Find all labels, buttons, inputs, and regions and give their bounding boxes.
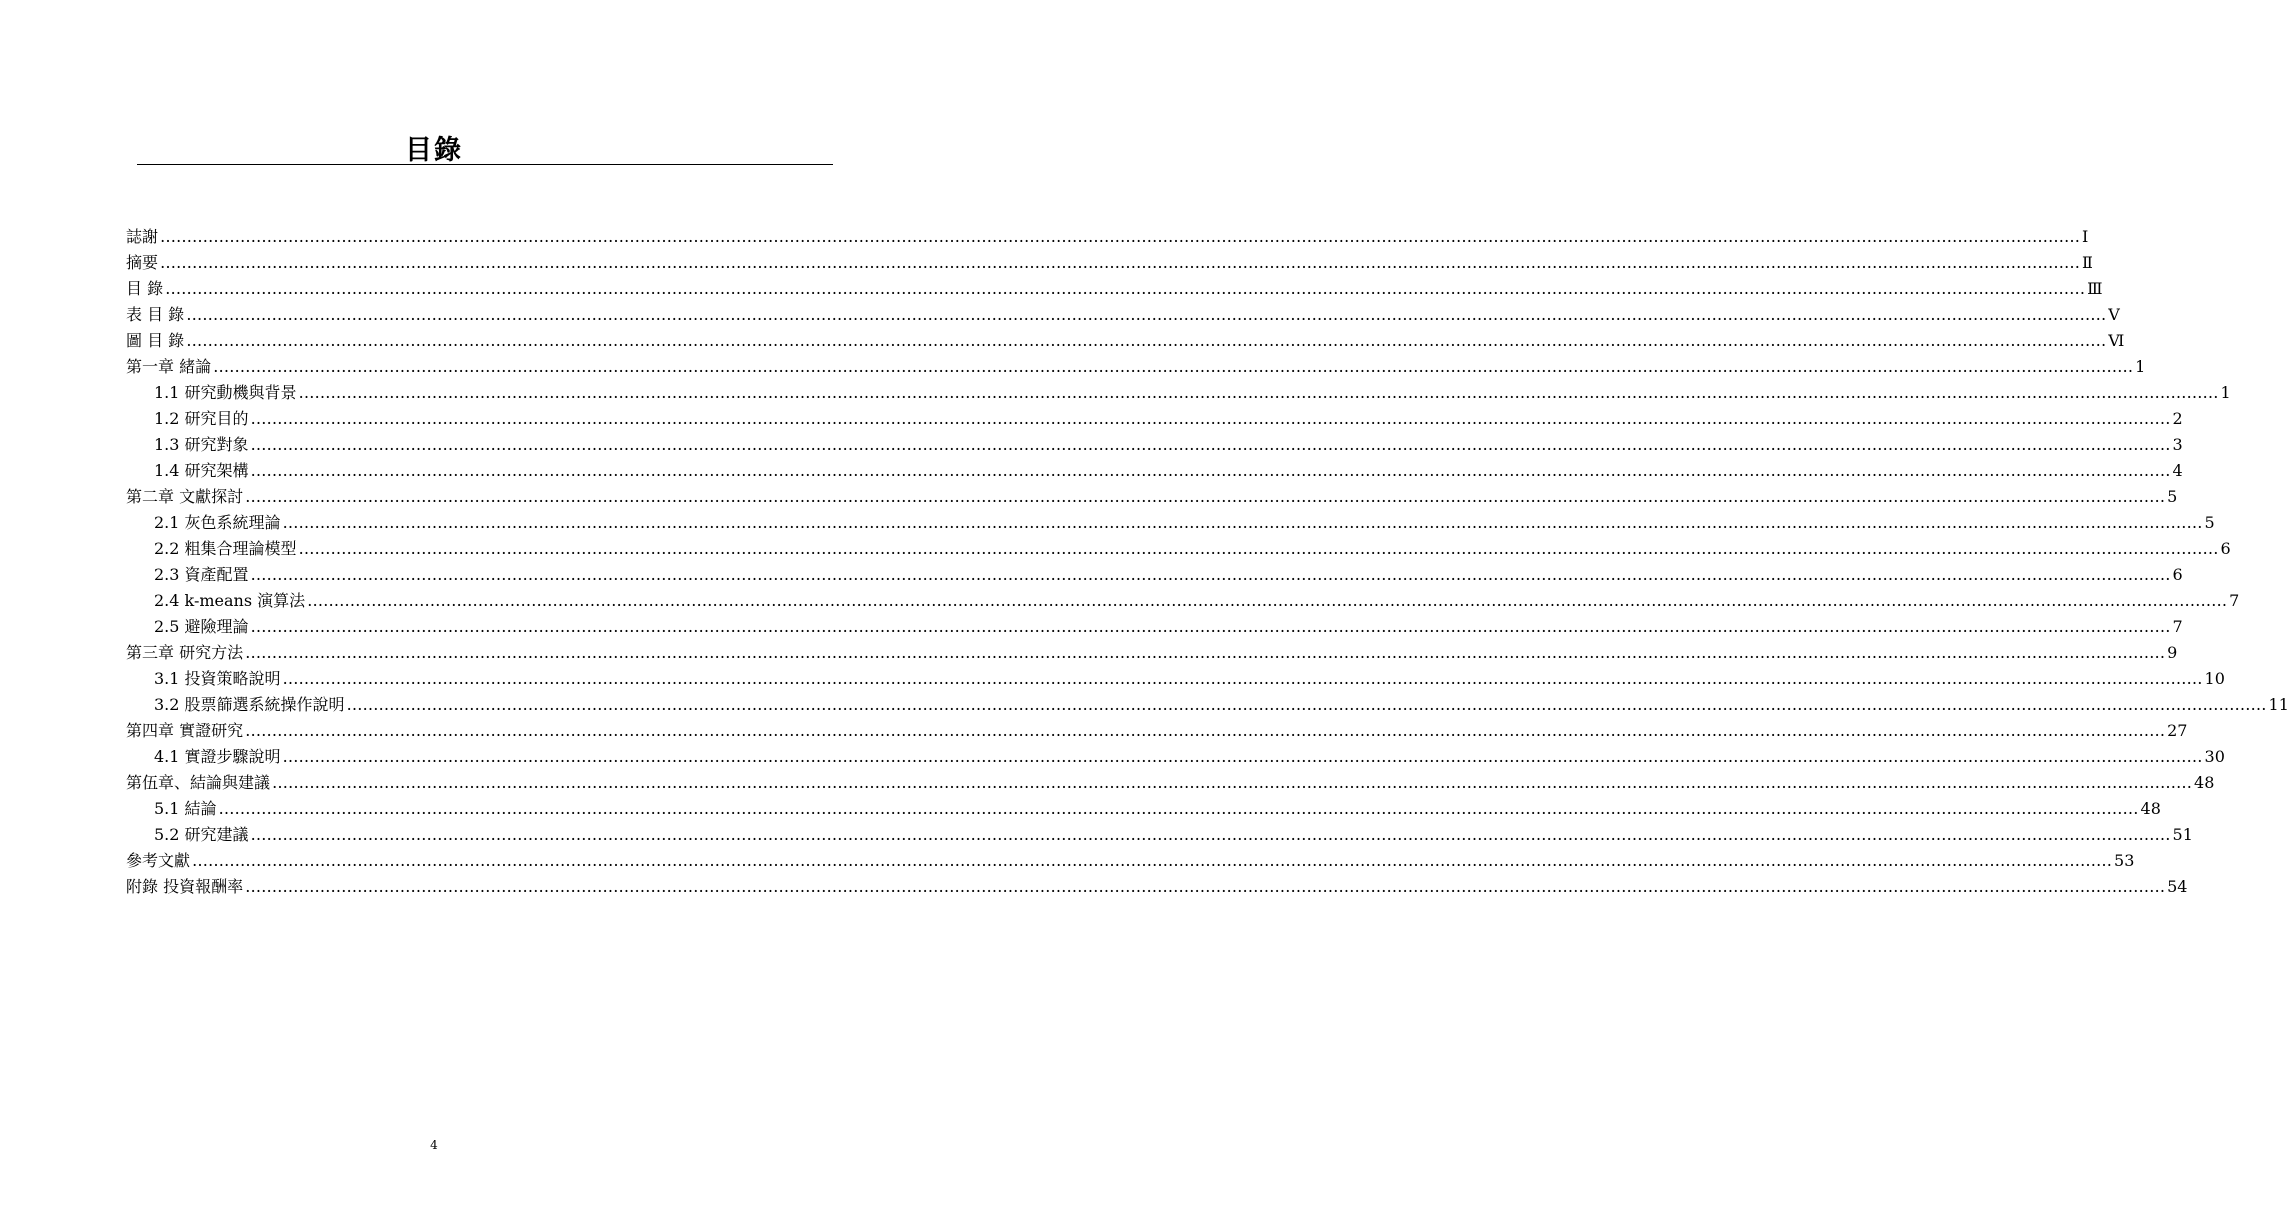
- toc-entry-label: 目 錄: [126, 279, 164, 298]
- dot-leader: ………………………………………………………………………………………………………………………………………………………………………………………………………………………………………………………………………………………………………………………………: [186, 331, 2107, 350]
- toc-entry-page: 53: [2114, 851, 2135, 870]
- toc-entry[interactable]: [126, 276, 2103, 302]
- toc-entry[interactable]: [126, 510, 2215, 536]
- toc-entry-label: 附錄 投資報酬率: [126, 877, 244, 896]
- dot-leader: ………………………………………………………………………………………………………………………………………………………………………………………………………………………………………………………………………………………………………………………………: [272, 773, 2193, 792]
- toc-entry-page: 7: [2229, 591, 2240, 610]
- toc-entry[interactable]: [126, 718, 2188, 744]
- dot-leader: ………………………………………………………………………………………………………………………………………………………………………………………………………………………………………………………………………………………………………………………………: [250, 617, 2171, 636]
- toc-entry-page: 6: [2172, 565, 2183, 584]
- toc-entry[interactable]: [126, 692, 2289, 718]
- toc-entry-label: 3.2 股票篩選系統操作說明: [154, 695, 345, 714]
- toc-entry-page: Ⅴ: [2108, 305, 2120, 324]
- dot-leader: ………………………………………………………………………………………………………………………………………………………………………………………………………………………………………………………………………………………………………………………………: [213, 357, 2134, 376]
- toc-entry-page: 10: [2204, 669, 2225, 688]
- toc-entry-page: 48: [2140, 799, 2161, 818]
- toc-entry-page: Ⅵ: [2108, 331, 2125, 350]
- toc-entry[interactable]: [126, 744, 2225, 770]
- toc-entry-label: 2.1 灰色系統理論: [154, 513, 281, 532]
- dot-leader: ………………………………………………………………………………………………………………………………………………………………………………………………………………………………………………………………………………………………………………………………: [245, 877, 2166, 896]
- dot-leader: ………………………………………………………………………………………………………………………………………………………………………………………………………………………………………………………………………………………………………………………………: [160, 227, 2081, 246]
- toc-entry-label: 圖 目 錄: [126, 331, 185, 350]
- toc-entry-label: 第伍章、結論與建議: [126, 773, 271, 792]
- toc-entry[interactable]: [126, 536, 2231, 562]
- toc-entry-label: 2.2 粗集合理論模型: [154, 539, 297, 558]
- toc-entry-label: 參考文獻: [126, 851, 191, 870]
- toc-entry[interactable]: [126, 354, 2146, 380]
- toc-entry[interactable]: [126, 666, 2225, 692]
- toc-entry-page: 3: [2172, 435, 2183, 454]
- toc-entry-page: 1: [2135, 357, 2146, 376]
- toc-entry-label: 表 目 錄: [126, 305, 185, 324]
- toc-entry-page: 48: [2194, 773, 2215, 792]
- dot-leader: ………………………………………………………………………………………………………………………………………………………………………………………………………………………………………………………………………………………………………………………………: [250, 461, 2171, 480]
- toc-entry[interactable]: [126, 614, 2183, 640]
- dot-leader: ………………………………………………………………………………………………………………………………………………………………………………………………………………………………………………………………………………………………………………………………: [245, 721, 2166, 740]
- toc-entry-page: Ⅲ: [2087, 279, 2103, 298]
- toc-entry-label: 第一章 緒論: [126, 357, 212, 376]
- toc-entry-label: 5.1 結論: [154, 799, 217, 818]
- toc-entry[interactable]: [126, 770, 2215, 796]
- dot-leader: ………………………………………………………………………………………………………………………………………………………………………………………………………………………………………………………………………………………………………………………………: [160, 253, 2081, 272]
- toc-entry[interactable]: [126, 874, 2188, 900]
- dot-leader: ………………………………………………………………………………………………………………………………………………………………………………………………………………………………………………………………………………………………………………………………: [346, 695, 2267, 714]
- dot-leader: ………………………………………………………………………………………………………………………………………………………………………………………………………………………………………………………………………………………………………………………………: [282, 669, 2203, 688]
- toc-entry-page: 4: [2172, 461, 2183, 480]
- toc-entry-page: 30: [2204, 747, 2225, 766]
- toc-entry[interactable]: [126, 432, 2183, 458]
- toc-entry-page: 51: [2172, 825, 2193, 844]
- toc-entry[interactable]: [126, 484, 2178, 510]
- toc-entry-page: 11: [2268, 695, 2289, 714]
- toc-entry[interactable]: [126, 380, 2231, 406]
- page-number: 4: [430, 1138, 438, 1152]
- toc-entry-label: 4.1 實證步驟說明: [154, 747, 281, 766]
- toc-entry-label: 1.3 研究對象: [154, 435, 249, 454]
- toc-entry-page: 5: [2167, 487, 2178, 506]
- toc-entry-label: 摘要: [126, 253, 159, 272]
- toc-entry[interactable]: [126, 406, 2183, 432]
- toc-entry-page: 6: [2220, 539, 2231, 558]
- toc-entry-page: 9: [2167, 643, 2178, 662]
- dot-leader: ………………………………………………………………………………………………………………………………………………………………………………………………………………………………………………………………………………………………………………………………: [307, 591, 2228, 610]
- toc-entry-page: Ⅱ: [2082, 253, 2093, 272]
- toc-entry-label: 2.3 資產配置: [154, 565, 249, 584]
- toc-entry-label: 5.2 研究建議: [154, 825, 249, 844]
- toc-entry-page: 2: [2172, 409, 2183, 428]
- toc-entry[interactable]: [126, 822, 2193, 848]
- page-title: 目錄: [405, 135, 463, 166]
- dot-leader: ………………………………………………………………………………………………………………………………………………………………………………………………………………………………………………………………………………………………………………………………: [165, 279, 2086, 298]
- toc-entry-label: 1.2 研究目的: [154, 409, 249, 428]
- dot-leader: ………………………………………………………………………………………………………………………………………………………………………………………………………………………………………………………………………………………………………………………………: [192, 851, 2113, 870]
- toc-entry-page: 7: [2172, 617, 2183, 636]
- toc-entry[interactable]: [126, 224, 2089, 250]
- dot-leader: ………………………………………………………………………………………………………………………………………………………………………………………………………………………………………………………………………………………………………………………………: [218, 799, 2139, 818]
- toc-entry-label: 第三章 研究方法: [126, 643, 244, 662]
- toc-entry[interactable]: [126, 848, 2135, 874]
- dot-leader: ………………………………………………………………………………………………………………………………………………………………………………………………………………………………………………………………………………………………………………………………: [282, 747, 2203, 766]
- toc-entry[interactable]: [126, 328, 2125, 354]
- toc-entry-page: 27: [2167, 721, 2188, 740]
- toc-entry[interactable]: [126, 562, 2183, 588]
- toc-entry[interactable]: [126, 250, 2093, 276]
- dot-leader: ………………………………………………………………………………………………………………………………………………………………………………………………………………………………………………………………………………………………………………………………: [245, 487, 2166, 506]
- toc-entry-label: 2.5 避險理論: [154, 617, 249, 636]
- toc-entry-page: 54: [2167, 877, 2188, 896]
- toc-entry-label: 2.4 k-means 演算法: [154, 591, 306, 610]
- toc-entry-label: 1.1 研究動機與背景: [154, 383, 297, 402]
- toc-entry[interactable]: [126, 458, 2183, 484]
- toc-entry-page: 5: [2204, 513, 2215, 532]
- toc-entry-page: Ⅰ: [2082, 227, 2089, 246]
- dot-leader: ………………………………………………………………………………………………………………………………………………………………………………………………………………………………………………………………………………………………………………………………: [250, 825, 2171, 844]
- toc-entry-label: 第二章 文獻探討: [126, 487, 244, 506]
- dot-leader: ………………………………………………………………………………………………………………………………………………………………………………………………………………………………………………………………………………………………………………………………: [250, 409, 2171, 428]
- toc-entry-label: 3.1 投資策略說明: [154, 669, 281, 688]
- toc-entry[interactable]: [126, 640, 2178, 666]
- toc-entry[interactable]: [126, 302, 2120, 328]
- dot-leader: ………………………………………………………………………………………………………………………………………………………………………………………………………………………………………………………………………………………………………………………………: [250, 435, 2171, 454]
- dot-leader: ………………………………………………………………………………………………………………………………………………………………………………………………………………………………………………………………………………………………………………………………: [250, 565, 2171, 584]
- toc-entry[interactable]: [126, 588, 2240, 614]
- toc-entry-label: 第四章 實證研究: [126, 721, 244, 740]
- table-of-contents: [126, 224, 2289, 900]
- dot-leader: ………………………………………………………………………………………………………………………………………………………………………………………………………………………………………………………………………………………………………………………………: [186, 305, 2107, 324]
- dot-leader: ………………………………………………………………………………………………………………………………………………………………………………………………………………………………………………………………………………………………………………………………: [298, 383, 2219, 402]
- dot-leader: ………………………………………………………………………………………………………………………………………………………………………………………………………………………………………………………………………………………………………………………………: [245, 643, 2166, 662]
- toc-entry-label: 誌謝: [126, 227, 159, 246]
- dot-leader: ………………………………………………………………………………………………………………………………………………………………………………………………………………………………………………………………………………………………………………………………: [298, 539, 2219, 558]
- toc-entry-page: 1: [2220, 383, 2231, 402]
- title-divider: [137, 164, 833, 165]
- dot-leader: ………………………………………………………………………………………………………………………………………………………………………………………………………………………………………………………………………………………………………………………………: [282, 513, 2203, 532]
- toc-entry[interactable]: [126, 796, 2161, 822]
- toc-entry-label: 1.4 研究架構: [154, 461, 249, 480]
